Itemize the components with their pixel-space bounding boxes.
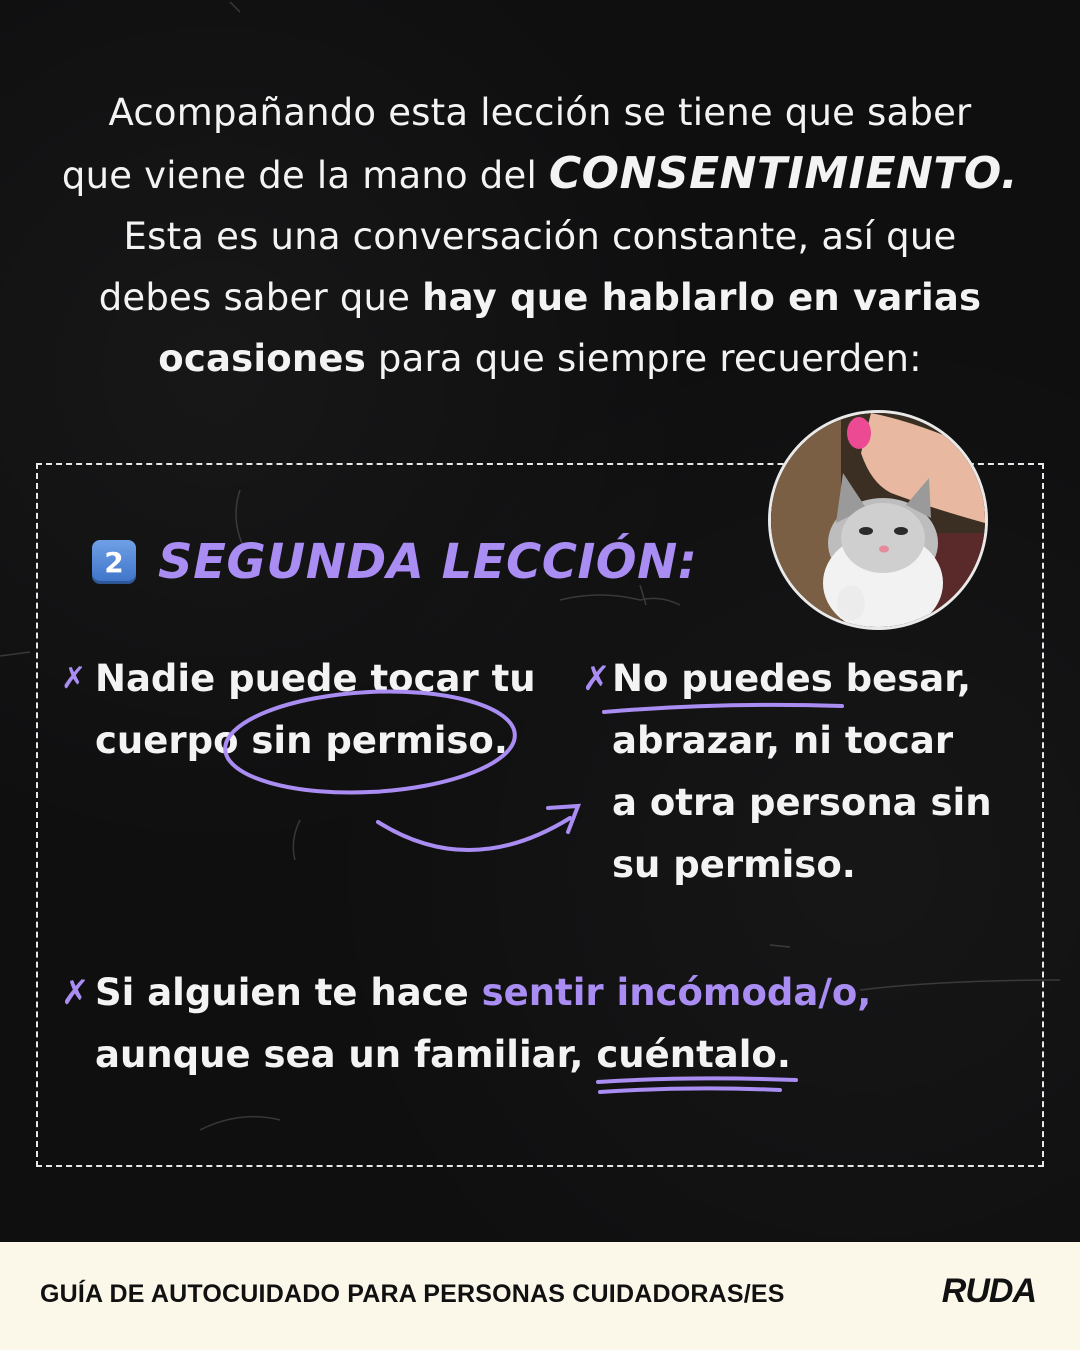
underline-cuentalo-1	[598, 1078, 796, 1082]
footer-bar	[0, 1242, 1080, 1350]
number-badge: 2	[92, 540, 136, 584]
x-marker-icon: ✗	[582, 659, 611, 699]
bullet-3-highlight: sentir incómoda/o,	[481, 971, 872, 1014]
underline-cuentalo-2	[600, 1088, 780, 1092]
bullet-3-line-2: aunque sea un familiar, cuéntalo.	[95, 1033, 791, 1076]
brand-logo: RUDA	[941, 1272, 1036, 1310]
intro-line-1: Acompañando esta lección se tiene que saber	[108, 91, 972, 134]
lesson-title: SEGUNDA LECCIÓN:	[158, 534, 698, 590]
footer-guide-title: GUÍA DE AUTOCUIDADO PARA PERSONAS CUIDADORAS/ES	[40, 1280, 785, 1308]
underline-no-puedes	[604, 705, 842, 712]
consent-keyword: CONSENTIMIENTO.	[548, 148, 1019, 199]
intro-line-5-bold: ocasiones	[158, 337, 366, 380]
x-marker-icon: ✗	[61, 661, 87, 696]
bullet-2-line-4: su permiso.	[612, 843, 856, 886]
bullet-2-line-1: No puedes besar,	[612, 657, 972, 700]
bullet-2-line-3: a otra persona sin	[612, 781, 992, 824]
x-marker-icon: ✗	[61, 973, 90, 1013]
bullet-1-line-2: cuerpo sin permiso.	[95, 719, 508, 762]
bullet-1-line-1: Nadie puede tocar tu	[95, 657, 536, 700]
intro-line-3: Esta es una conversación constante, así que	[123, 215, 957, 258]
intro-line-5-text: para que siempre recuerden:	[365, 337, 922, 380]
intro-line-2-text: que viene de la mano del	[61, 154, 549, 197]
bullet-2-line-2: abrazar, ni tocar	[612, 719, 954, 762]
bullet-3-text: Si alguien te hace	[95, 971, 482, 1014]
intro-line-4-bold: hay que hablarlo en varias	[422, 276, 982, 319]
arrow-annotation	[378, 818, 570, 850]
intro-line-4-text: debes saber que	[98, 276, 423, 319]
circle-annotation	[223, 684, 518, 799]
